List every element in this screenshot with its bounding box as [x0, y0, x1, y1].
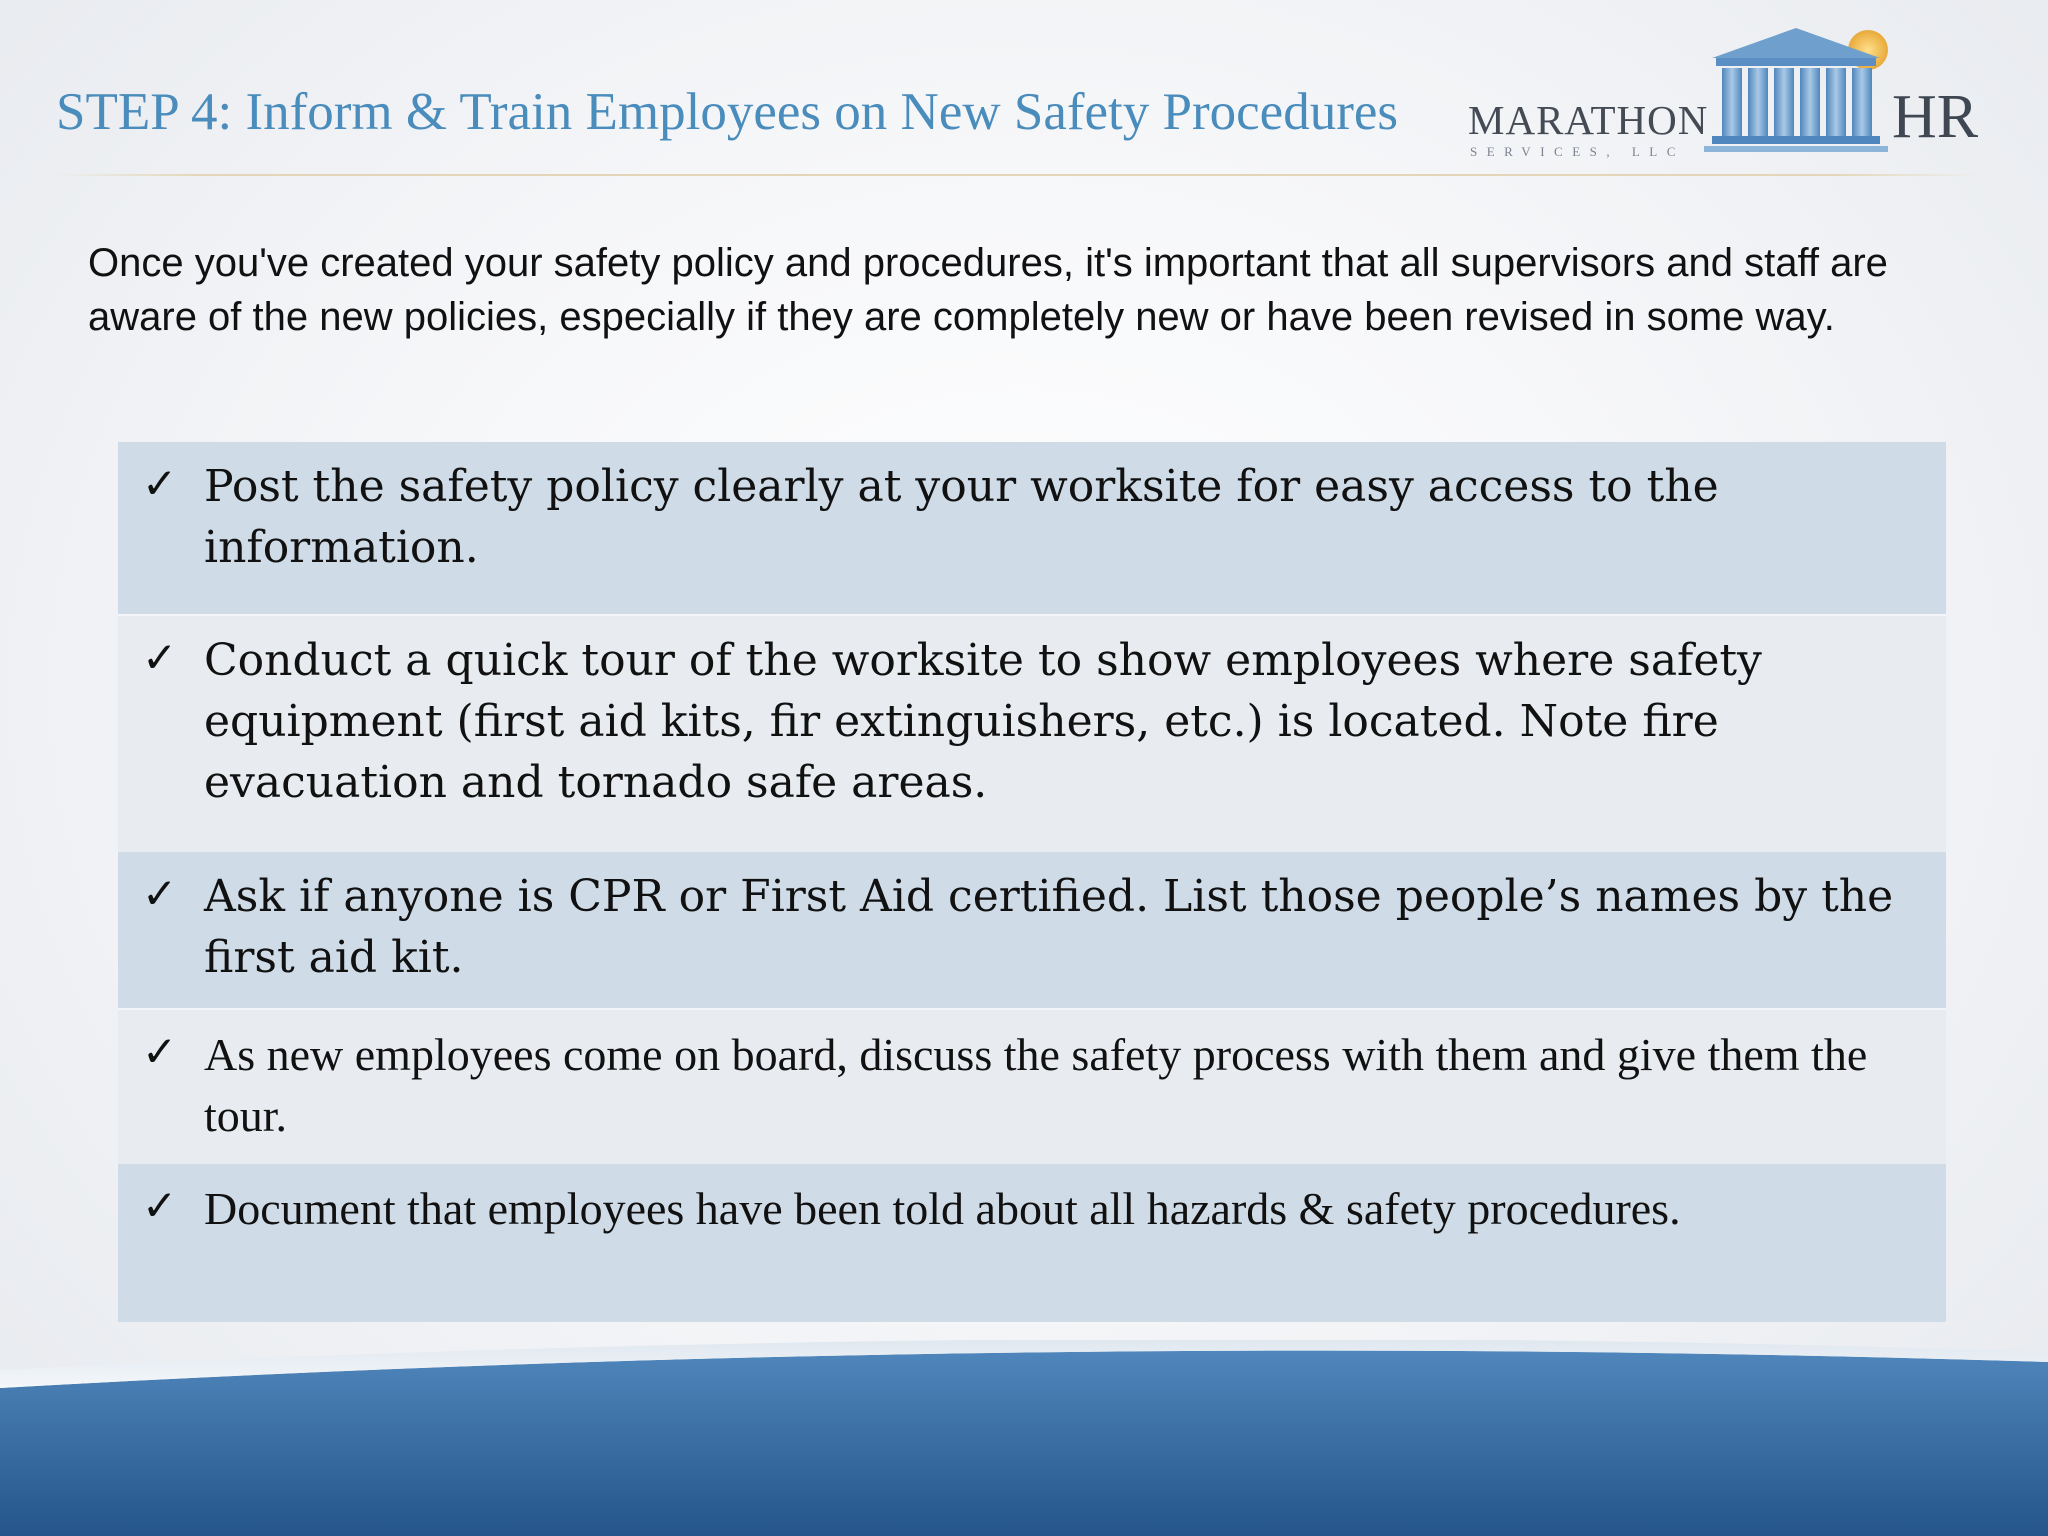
- list-item: [118, 442, 1946, 614]
- list-item: [118, 1008, 1946, 1164]
- checkmark-icon: ✓: [142, 1027, 178, 1076]
- logo-subtext: SERVICES, LLC: [1470, 144, 1685, 159]
- list-item-text: Ask if anyone is CPR or First Aid certified. List those people’s names by the first aid kit.: [204, 871, 1894, 983]
- footer-wave-band: [0, 1340, 2048, 1536]
- title-divider: [50, 174, 1984, 176]
- list-item-text: Post the safety policy clearly at your worksite for easy access to the information.: [204, 461, 1719, 573]
- logo-hr-text: HR: [1892, 83, 1979, 151]
- intro-paragraph: Once you've created your safety policy and procedures, it's important that all supervisors and staff are aware of the new policies, especially if they are completely new or have been revised in some way.: [88, 241, 1888, 339]
- list-item-text: Conduct a quick tour of the worksite to show employees where safety equipment (first aid kits, fir extinguishers, etc.) is located. Note fire evacuation and tornado safe areas.: [204, 635, 1762, 808]
- checkmark-icon: ✓: [142, 869, 178, 918]
- logo-wordmark: MARATHON: [1468, 97, 1709, 143]
- list-item: [118, 1164, 1946, 1322]
- list-item: [118, 614, 1946, 852]
- checkmark-icon: ✓: [142, 459, 178, 508]
- list-item-text: As new employees come on board, discuss the safety process with them and give them the tour.: [204, 1029, 1868, 1141]
- slide-title: STEP 4: Inform & Train Employees on New Safety Procedures: [56, 83, 1399, 141]
- safety-checklist: [118, 442, 1946, 1322]
- list-item-text: Document that employees have been told about all hazards & safety procedures.: [204, 1183, 1681, 1234]
- checkmark-icon: ✓: [142, 1181, 178, 1230]
- pillared-building-sun-icon: [1704, 24, 1904, 154]
- checkmark-icon: ✓: [142, 633, 178, 682]
- marathon-hr-logo: [1464, 24, 1984, 164]
- list-item: [118, 852, 1946, 1008]
